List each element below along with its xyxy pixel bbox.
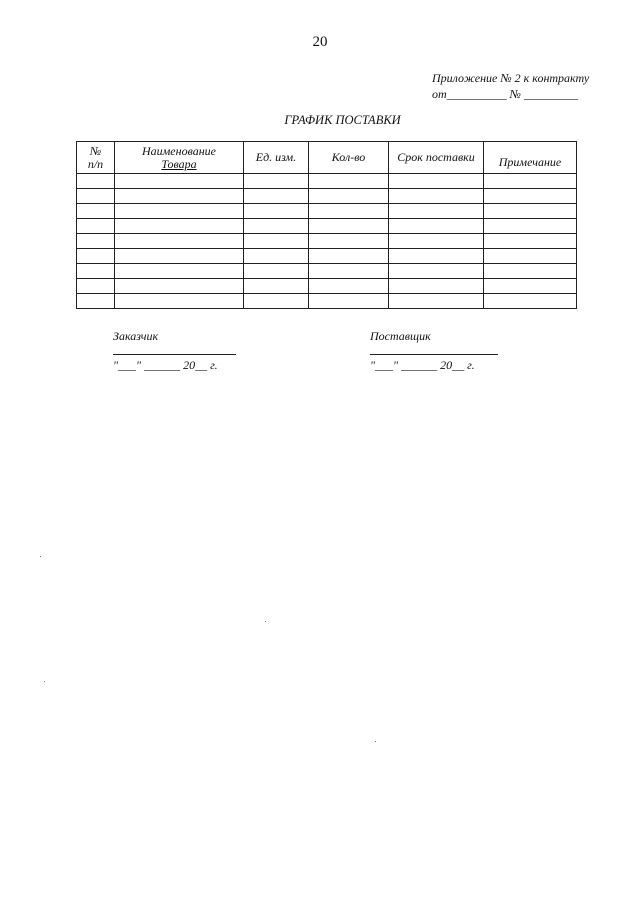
supplier-signature-block (370, 329, 498, 373)
header-note: Примечание (484, 142, 577, 174)
table-row (77, 249, 577, 264)
table-body (77, 174, 577, 309)
table-cell[interactable] (484, 234, 577, 249)
table-cell[interactable] (115, 204, 244, 219)
table-cell[interactable] (484, 249, 577, 264)
header-name-line2: Товара (161, 156, 197, 171)
header-quantity: Кол-во (309, 142, 389, 174)
table-row (77, 234, 577, 249)
table-cell[interactable] (309, 204, 389, 219)
table-cell[interactable] (77, 204, 115, 219)
table-cell[interactable] (484, 189, 577, 204)
table-cell[interactable] (115, 174, 244, 189)
table-cell[interactable] (244, 204, 309, 219)
table-cell[interactable] (115, 264, 244, 279)
customer-label: Заказчик (113, 329, 159, 343)
table-cell[interactable] (484, 204, 577, 219)
table-cell[interactable] (309, 279, 389, 294)
supplier-signature-line[interactable] (370, 352, 498, 355)
table-header-row (77, 142, 577, 174)
table-cell[interactable] (484, 279, 577, 294)
scan-speck (40, 556, 41, 557)
customer-signature-block (113, 329, 236, 373)
table-cell[interactable] (77, 264, 115, 279)
table-cell[interactable] (115, 294, 244, 309)
header-number-symbol: № (89, 143, 102, 158)
header-unit: Ед. изм. (244, 142, 309, 174)
table-row (77, 204, 577, 219)
page-number: 20 (312, 34, 328, 50)
table-cell[interactable] (484, 219, 577, 234)
table-cell[interactable] (389, 294, 484, 309)
table-row (77, 294, 577, 309)
delivery-schedule-table (76, 141, 577, 309)
customer-signature-line[interactable] (113, 352, 236, 355)
customer-date: "___" ______ 20__ г. (113, 358, 218, 372)
table-cell[interactable] (244, 189, 309, 204)
contract-date-number: от__________ № _________ (432, 87, 578, 101)
appendix-title: Приложение № 2 к контракту (432, 71, 590, 85)
table-cell[interactable] (309, 234, 389, 249)
table-cell[interactable] (389, 279, 484, 294)
table-cell[interactable] (309, 249, 389, 264)
table-cell[interactable] (389, 249, 484, 264)
table-cell[interactable] (389, 189, 484, 204)
table-cell[interactable] (309, 294, 389, 309)
table-cell[interactable] (115, 219, 244, 234)
header-number-pp: п/п (87, 156, 104, 171)
table-cell[interactable] (115, 234, 244, 249)
table-cell[interactable] (244, 264, 309, 279)
table-cell[interactable] (389, 264, 484, 279)
table-cell[interactable] (389, 204, 484, 219)
table-cell[interactable] (484, 264, 577, 279)
supplier-date: "___" ______ 20__ г. (370, 358, 475, 372)
table-cell[interactable] (389, 234, 484, 249)
table-cell[interactable] (244, 279, 309, 294)
document-title: ГРАФИК ПОСТАВКИ (284, 113, 401, 127)
header-name-line1: Наименование (141, 143, 216, 158)
table-cell[interactable] (77, 189, 115, 204)
table-cell[interactable] (115, 189, 244, 204)
table-cell[interactable] (115, 249, 244, 264)
table-cell[interactable] (77, 234, 115, 249)
table-cell[interactable] (77, 294, 115, 309)
table-cell[interactable] (244, 219, 309, 234)
table-cell[interactable] (77, 174, 115, 189)
table-row (77, 219, 577, 234)
table-row (77, 279, 577, 294)
table-cell[interactable] (389, 219, 484, 234)
scan-speck (265, 621, 266, 622)
table-cell[interactable] (244, 174, 309, 189)
table-cell[interactable] (77, 249, 115, 264)
header-delivery-term: Срок поставки (389, 142, 484, 174)
table-cell[interactable] (115, 279, 244, 294)
scan-speck (375, 741, 376, 742)
supplier-label: Поставщик (370, 329, 431, 343)
table-cell[interactable] (484, 174, 577, 189)
scan-speck (44, 681, 45, 682)
appendix-reference (432, 70, 589, 102)
table-row (77, 189, 577, 204)
table-cell[interactable] (77, 279, 115, 294)
table-cell[interactable] (309, 219, 389, 234)
table-cell[interactable] (244, 249, 309, 264)
header-name (115, 142, 244, 174)
table-cell[interactable] (309, 189, 389, 204)
table-cell[interactable] (244, 234, 309, 249)
table-row (77, 174, 577, 189)
header-number (77, 142, 115, 174)
table-cell[interactable] (77, 219, 115, 234)
table-cell[interactable] (309, 174, 389, 189)
table-cell[interactable] (309, 264, 389, 279)
table-cell[interactable] (389, 174, 484, 189)
table-row (77, 264, 577, 279)
table-cell[interactable] (484, 294, 577, 309)
table-cell[interactable] (244, 294, 309, 309)
